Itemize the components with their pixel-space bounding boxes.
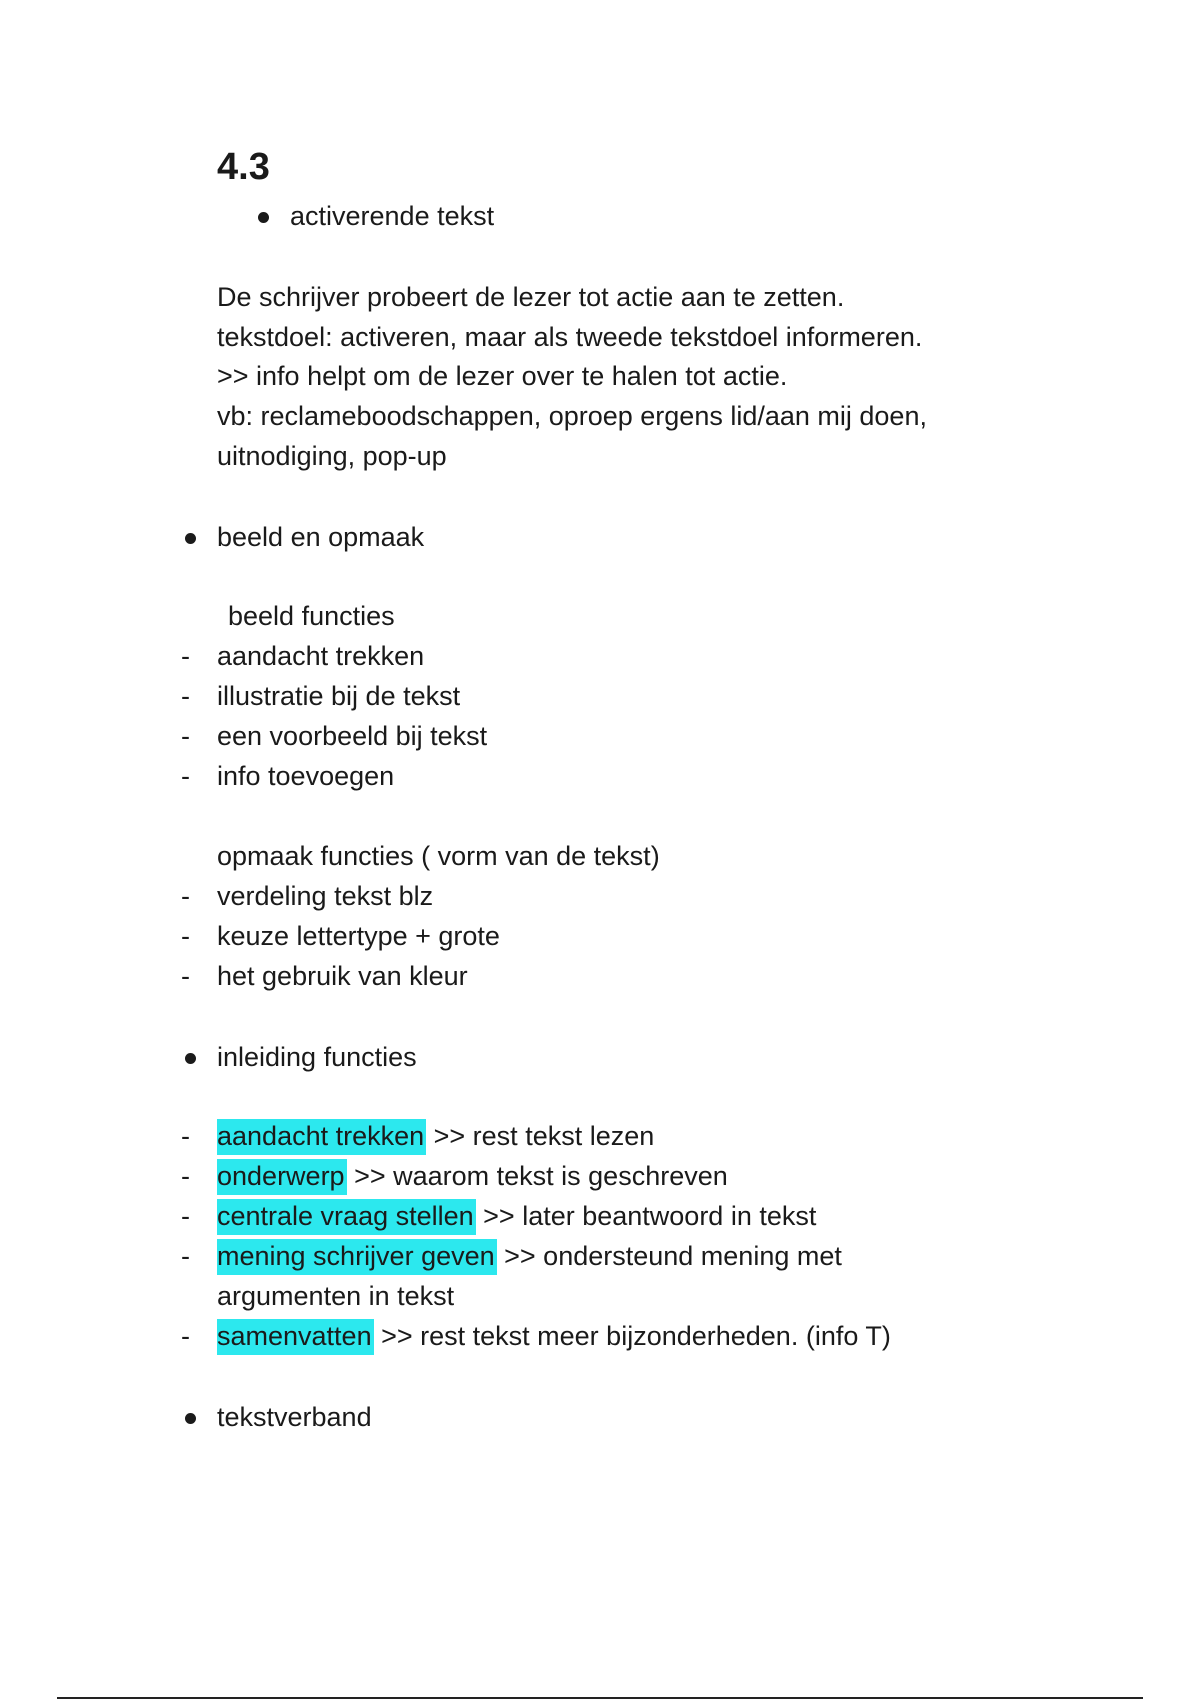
page-heading: 4.3 xyxy=(217,146,270,188)
subheading-beeld-functies: beeld functies xyxy=(228,601,395,631)
list-item: aandacht trekken xyxy=(217,641,425,671)
dash-marker: - xyxy=(181,961,190,991)
dash-marker: - xyxy=(181,1121,190,1151)
item-description: >> waarom tekst is geschreven xyxy=(346,1161,728,1191)
dash-marker: - xyxy=(181,1241,190,1271)
paragraph-line: vb: reclameboodschappen, oproep ergens lid/aan mij doen, xyxy=(217,401,927,431)
subheading-opmaak-functies: opmaak functies ( vorm van de tekst) xyxy=(217,841,660,871)
paragraph-line: tekstdoel: activeren, maar als tweede tekstdoel informeren. xyxy=(217,322,923,352)
item-description: >> rest tekst meer bijzonderheden. (info T) xyxy=(373,1321,891,1351)
dash-marker: - xyxy=(181,761,190,791)
list-item xyxy=(217,1318,891,1354)
list-item: het gebruik van kleur xyxy=(217,961,468,991)
highlighted-term: mening schrijver geven xyxy=(217,1239,497,1275)
list-item-continuation: argumenten in tekst xyxy=(217,1281,455,1311)
highlighted-term: aandacht trekken xyxy=(217,1119,426,1155)
bullet-beeld-en-opmaak: beeld en opmaak xyxy=(217,522,425,552)
item-description: >> later beantwoord in tekst xyxy=(475,1201,817,1231)
paragraph-line: De schrijver probeert de lezer tot actie aan te zetten. xyxy=(217,282,845,312)
paragraph-line: >> info helpt om de lezer over te halen tot actie. xyxy=(217,361,788,391)
list-item: info toevoegen xyxy=(217,761,395,791)
bullet-dot xyxy=(258,212,269,223)
bullet-dot xyxy=(185,1053,196,1064)
highlighted-term: centrale vraag stellen xyxy=(217,1199,476,1235)
dash-marker: - xyxy=(181,681,190,711)
item-description: >> ondersteund mening met xyxy=(496,1241,842,1271)
dash-marker: - xyxy=(181,1161,190,1191)
dash-marker: - xyxy=(181,921,190,951)
highlighted-term: onderwerp xyxy=(217,1159,347,1195)
list-item xyxy=(217,1238,842,1274)
list-item xyxy=(217,1118,654,1154)
list-item: illustratie bij de tekst xyxy=(217,681,461,711)
paragraph-line: uitnodiging, pop-up xyxy=(217,441,447,471)
list-item xyxy=(217,1198,816,1234)
bullet-dot xyxy=(185,533,196,544)
dash-marker: - xyxy=(181,641,190,671)
dash-marker: - xyxy=(181,881,190,911)
page-bottom-rule xyxy=(57,1697,1143,1699)
list-item: verdeling tekst blz xyxy=(217,881,434,911)
list-item: een voorbeeld bij tekst xyxy=(217,721,488,751)
dash-marker: - xyxy=(181,721,190,751)
dash-marker: - xyxy=(181,1201,190,1231)
bullet-dot xyxy=(185,1413,196,1424)
list-item: keuze lettertype + grote xyxy=(217,921,500,951)
highlighted-term: samenvatten xyxy=(217,1319,374,1355)
dash-marker: - xyxy=(181,1321,190,1351)
list-item xyxy=(217,1158,728,1194)
bullet-activerende-tekst: activerende tekst xyxy=(290,201,495,231)
item-description: >> rest tekst lezen xyxy=(426,1121,655,1151)
bullet-tekstverband: tekstverband xyxy=(217,1402,372,1432)
bullet-inleiding-functies: inleiding functies xyxy=(217,1042,417,1072)
